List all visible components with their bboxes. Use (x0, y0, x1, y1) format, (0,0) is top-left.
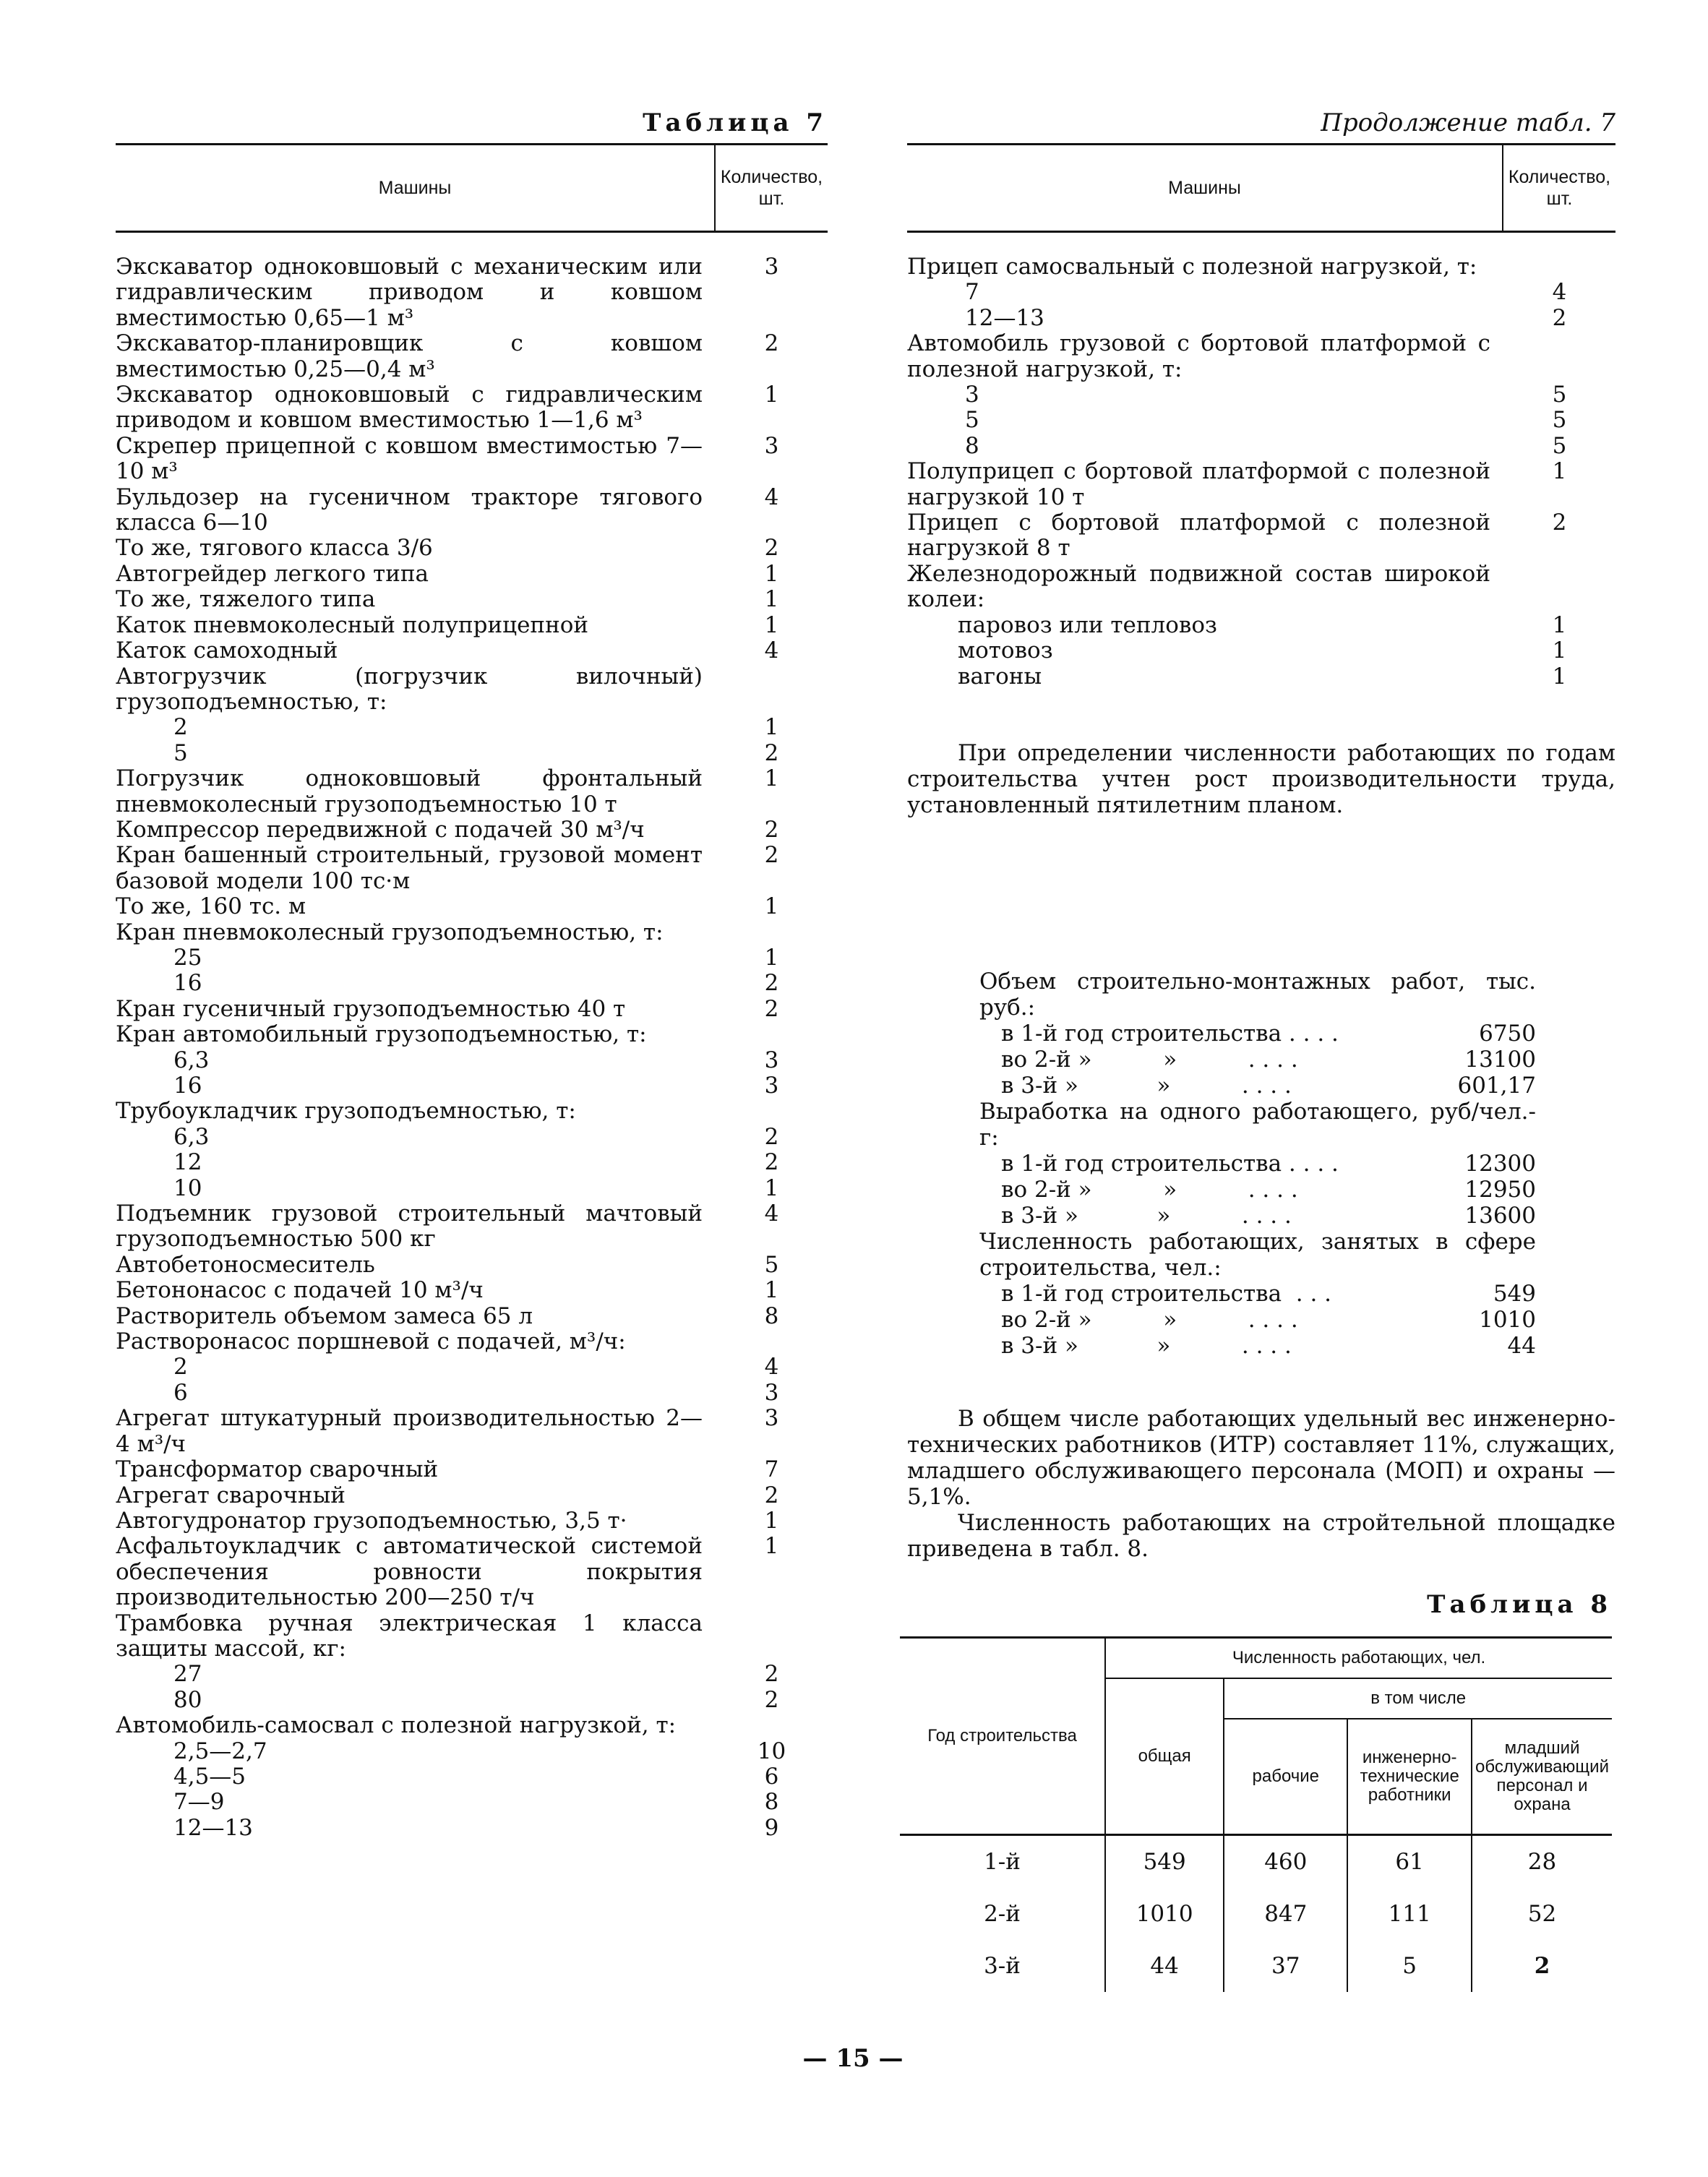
machine-qty: 2 (764, 816, 779, 843)
table8-cell-mop: 2 (1472, 1940, 1612, 1992)
table-row (116, 945, 828, 971)
table-row (116, 664, 828, 716)
stats-row (979, 1281, 1536, 1307)
machine-qty: 1 (764, 1507, 779, 1534)
table7-header (116, 145, 828, 233)
machine-name: Экскаватор одноковшовый с гидравлическим приводом и ковшом вместимостью 1—1,6 м³ (116, 382, 703, 434)
machine-qty (1503, 254, 1615, 280)
table8-col-workers: рабочие (1224, 1719, 1347, 1835)
table-row (116, 766, 828, 817)
stats-label: во 2-й » » . . . . (1001, 1047, 1298, 1073)
table-row (907, 280, 1615, 305)
table-row (116, 843, 828, 894)
machine-qty: 1 (764, 714, 779, 741)
table-row (116, 1022, 828, 1047)
machine-qty: 1 (764, 560, 779, 587)
machine-qty: 2 (764, 1686, 779, 1713)
machine-qty: 10 (757, 1738, 786, 1764)
machine-name: Каток пневмоколесный полуприцепной (116, 611, 589, 638)
machine-name: Экскаватор одноковшовый с механическим или гидравлическим приводом и ковшом вместимостью 0,65—1 м³ (116, 254, 703, 331)
table-row (116, 1611, 828, 1662)
machine-name: 12—13 (173, 1814, 253, 1841)
stats-label: в 1-й год строительства . . . . (1001, 1021, 1339, 1047)
machine-qty: 2 (764, 970, 779, 997)
machine-qty: 5 (1552, 407, 1567, 434)
machine-qty: 2 (764, 842, 779, 869)
stats-volume-list (979, 1021, 1536, 1099)
stats-value: 13600 (1464, 1203, 1536, 1229)
machine-qty: 4 (764, 637, 779, 664)
machine-qty: 3 (764, 1379, 779, 1406)
stats-label: во 2-й » » . . . . (1001, 1177, 1298, 1203)
stats-row (979, 1151, 1536, 1177)
machine-name: 25 (173, 944, 202, 971)
table7-caption: Таблица 7 (643, 108, 828, 137)
machine-name: вагоны (958, 663, 1042, 690)
table-row (900, 1888, 1612, 1940)
machine-qty: 7 (764, 1456, 779, 1483)
stats-value: 1010 (1479, 1307, 1536, 1333)
paragraphs-itr (907, 1406, 1615, 1562)
machine-qty: 1 (764, 586, 779, 613)
table-row (116, 638, 828, 664)
table-row (907, 664, 1615, 690)
machine-qty: 2 (764, 739, 779, 766)
table-row (907, 331, 1615, 382)
table7-body (116, 233, 828, 1841)
table-row (116, 1278, 828, 1303)
table-row (116, 1073, 828, 1099)
machine-name: 16 (173, 1073, 202, 1099)
table-row (116, 254, 828, 331)
machine-name: 3 (965, 382, 979, 408)
machine-qty: 2 (764, 1661, 779, 1688)
machine-qty: 2 (1552, 304, 1567, 331)
stats-label: в 3-й » » . . . . (1001, 1333, 1292, 1359)
table-row (116, 1790, 828, 1815)
table-row (116, 1483, 828, 1508)
stats-value: 6750 (1479, 1021, 1536, 1047)
table-row (907, 434, 1615, 459)
machine-qty: 1 (1552, 611, 1567, 638)
machine-qty: 3 (764, 254, 779, 280)
stats-row (979, 1307, 1536, 1333)
table-row (907, 459, 1615, 510)
machine-name: Погрузчик одноковшовый фронтальный пневмоколесный грузоподъемностью 10 т (116, 765, 703, 817)
machine-name: 4,5—5 (173, 1763, 246, 1790)
stats-volume-heading: Объем строительно-монтажных работ, тыс. руб.: (979, 969, 1536, 1021)
stats-value: 44 (1507, 1333, 1536, 1359)
stats-label: в 1-й год строительства . . . (1001, 1281, 1332, 1307)
machine-qty: 4 (764, 1354, 779, 1381)
machine-name: 8 (965, 432, 979, 459)
table8-col-mop: младший обслуживающий персонал и охрана (1472, 1719, 1612, 1835)
table-row (116, 1253, 828, 1278)
table-row (907, 510, 1615, 562)
table8-col-group: Численность работающих, чел. (1105, 1638, 1612, 1679)
stats-row (979, 1021, 1536, 1047)
machine-name: Растворонасос поршневой с подачей, м³/ч: (116, 1328, 626, 1355)
table8-cell-mop: 52 (1472, 1888, 1612, 1940)
machine-name: 7 (965, 279, 979, 306)
machine-name: Кран пневмоколесный грузоподъемностью, т: (116, 919, 664, 945)
machine-qty: 4 (764, 484, 779, 510)
machine-name: Компрессор передвижной с подачей 30 м³/ч (116, 816, 645, 843)
stats-value: 549 (1493, 1281, 1536, 1307)
machine-name: 2,5—2,7 (173, 1738, 267, 1764)
table-row (900, 1940, 1612, 1992)
table-row (116, 613, 828, 638)
stats-output-heading: Выработка на одного работающего, руб/чел.-г: (979, 1099, 1536, 1151)
table7-cont-body (907, 233, 1615, 690)
stats-label: в 3-й » » . . . . (1001, 1073, 1292, 1099)
table8-section (900, 1590, 1612, 1992)
paragraph-itr-share: В общем числе работающих удельный вес инженерно-технических работников (ИТР) составляет 11%, служащих, младшего обслуживающего персонала (МОП) и охраны — 5,1%. (907, 1406, 1615, 1510)
table-row (116, 1534, 828, 1610)
table-row (116, 997, 828, 1022)
machine-qty: 1 (1552, 458, 1567, 485)
table8-cell-total: 44 (1105, 1940, 1224, 1992)
table8-caption: Таблица 8 (1427, 1590, 1612, 1619)
table7 (116, 143, 828, 1841)
stats-label: в 1-й год строительства . . . . (1001, 1151, 1339, 1177)
table7-cont-header-qty: Количество, шт. (1502, 145, 1615, 231)
table-row (116, 434, 828, 485)
machine-qty: 4 (1552, 279, 1567, 306)
machine-qty: 8 (764, 1302, 779, 1329)
table-row (907, 613, 1615, 638)
machine-name: Автогрейдер легкого типа (116, 560, 429, 587)
machine-name: Автомобиль грузовой с бортовой платформой с полезной нагрузкой, т: (907, 330, 1490, 382)
table8-cell-itr: 111 (1347, 1888, 1472, 1940)
machine-qty (716, 1329, 828, 1354)
table-row (116, 1150, 828, 1175)
machine-qty: 1 (764, 611, 779, 638)
table8-cell-mop: 28 (1472, 1835, 1612, 1889)
table-row (116, 587, 828, 612)
table-row (116, 331, 828, 382)
machine-name: Скрепер прицепной с ковшом вместимостью 7—10 м³ (116, 432, 703, 485)
table8-cell-year: 3-й (984, 1953, 1021, 1979)
table7-header-name: Машины (378, 177, 452, 198)
table-row (116, 1099, 828, 1124)
machine-name: Трамбовка ручная электрическая 1 класса защиты массой, кг: (116, 1610, 703, 1662)
paragraph-table8-ref: Численность работающих на стройтельной площадке приведена в табл. 8. (907, 1510, 1615, 1562)
machine-qty: 3 (764, 1047, 779, 1073)
machine-name: Растворитель объемом замеса 65 л (116, 1302, 533, 1329)
machine-name: Агрегат сварочный (116, 1482, 346, 1508)
machine-name: 6 (173, 1379, 188, 1406)
machine-name: 10 (173, 1175, 202, 1201)
machine-qty: 1 (764, 382, 779, 408)
machine-name: паровоз или тепловоз (958, 611, 1217, 638)
machine-name: Бетононасос с подачей 10 м³/ч (116, 1277, 484, 1304)
machine-name: Кран башенный строительный, грузовой момент базовой модели 100 тс·м (116, 842, 703, 894)
machine-name: Железнодорожный подвижной состав широкой колеи: (907, 560, 1490, 613)
table-row (907, 306, 1615, 331)
machine-qty: 1 (1552, 637, 1567, 664)
table-row (116, 536, 828, 561)
table-row (116, 1201, 828, 1253)
machine-name: То же, тягового класса 3/6 (116, 535, 433, 562)
machine-qty: 2 (764, 330, 779, 357)
table8-cell-total: 549 (1105, 1835, 1224, 1889)
machine-name: Кран автомобильный грузоподъемностью, т: (116, 1021, 647, 1048)
table8-cell-year: 1-й (984, 1849, 1021, 1875)
table-row (116, 1354, 828, 1380)
machine-name: Автобетоносмеситель (116, 1251, 375, 1278)
machine-name: 27 (173, 1661, 202, 1688)
stats-row (979, 1177, 1536, 1203)
table-row (116, 741, 828, 766)
table-row (116, 1508, 828, 1534)
machine-qty: 2 (764, 995, 779, 1022)
machine-qty: 2 (764, 1482, 779, 1508)
stats-value: 12300 (1464, 1151, 1536, 1177)
machine-qty: 6 (764, 1763, 779, 1790)
table-row (116, 1688, 828, 1713)
stats-block (979, 969, 1536, 1359)
stats-row (979, 1333, 1536, 1359)
machine-qty: 5 (1552, 432, 1567, 459)
stats-label: во 2-й » » . . . . (1001, 1307, 1298, 1333)
table8-cell-itr: 5 (1347, 1940, 1472, 1992)
table-row (900, 1835, 1612, 1889)
machine-qty: 2 (1552, 510, 1567, 536)
table8-cell-workers: 37 (1224, 1940, 1347, 1992)
table-row (116, 1329, 828, 1354)
machine-qty: 2 (764, 535, 779, 562)
table-row (116, 1739, 828, 1764)
table8-cell-year: 2-й (984, 1901, 1021, 1927)
machine-name: Автогрузчик (погрузчик вилочный) грузоподъемностью, т: (116, 663, 703, 715)
machine-qty (716, 1099, 828, 1124)
machine-name: 5 (965, 407, 979, 434)
table-row (116, 485, 828, 536)
stats-output-list (979, 1151, 1536, 1229)
table-row (116, 1406, 828, 1457)
table8-cell-workers: 847 (1224, 1888, 1347, 1940)
table8-body (900, 1835, 1612, 1993)
table-row (907, 408, 1615, 433)
stats-value: 601,17 (1457, 1073, 1536, 1099)
table-row (116, 715, 828, 740)
machine-qty: 3 (764, 1405, 779, 1432)
table7-cont-header-name: Машины (1168, 177, 1241, 198)
machine-qty: 1 (764, 944, 779, 971)
table-row (116, 1713, 828, 1738)
machine-name: 6,3 (173, 1123, 210, 1150)
machine-qty: 5 (1552, 382, 1567, 408)
machine-name: 16 (173, 970, 202, 997)
machine-name: То же, тяжелого типа (116, 586, 376, 613)
table-row (116, 1457, 828, 1482)
machine-name: 12 (173, 1149, 202, 1176)
machine-qty: 3 (764, 432, 779, 459)
machine-name: Трубоукладчик грузоподъемностью, т: (116, 1098, 576, 1125)
stats-label: в 3-й » » . . . . (1001, 1203, 1292, 1229)
stats-workers-list (979, 1281, 1536, 1359)
machine-qty: 1 (764, 1533, 779, 1560)
machine-qty: 1 (764, 1175, 779, 1201)
machine-name: Прицеп с бортовой платформой с полезной нагрузкой 8 т (907, 510, 1490, 562)
table-row (116, 1816, 828, 1841)
machine-name: 5 (173, 739, 188, 766)
machine-name: Полуприцеп с бортовой платформой с полезной нагрузкой 10 т (907, 458, 1490, 510)
machine-name: 80 (173, 1686, 202, 1713)
stats-row (979, 1203, 1536, 1229)
machine-qty: 1 (1552, 663, 1567, 690)
table8-cell-workers: 460 (1224, 1835, 1347, 1889)
machine-qty: 3 (764, 1073, 779, 1099)
table7-header-qty: Количество, шт. (714, 145, 828, 231)
page-number: — 15 — (802, 2044, 904, 2073)
table8 (900, 1636, 1612, 1992)
table-row (116, 562, 828, 587)
machine-qty: 1 (764, 1277, 779, 1304)
table-row (116, 1764, 828, 1790)
machine-qty (716, 1611, 828, 1662)
machine-qty: 1 (764, 765, 779, 792)
paragraph-productivity: При определении численности работающих по годам строительства учтен рост производительности труда, установленный пятилетним планом. (907, 739, 1615, 818)
table-row (116, 1662, 828, 1687)
table-row (116, 894, 828, 919)
machine-qty (716, 1022, 828, 1047)
machine-name: Асфальтоукладчик с автоматической системой обеспечения ровности покрытия производительностью 200—250 т/ч (116, 1533, 703, 1611)
machine-name: 12—13 (965, 304, 1044, 331)
machine-name: Экскаватор-планировщик с ковшом вместимостью 0,25—0,4 м³ (116, 330, 703, 382)
machine-qty: 4 (764, 1201, 779, 1227)
table7-cont (907, 143, 1615, 690)
machine-name: Подъемник грузовой строительный мачтовый грузоподъемностью 500 кг (116, 1201, 703, 1253)
table-row (116, 817, 828, 843)
table-row (907, 638, 1615, 664)
table-row (116, 1381, 828, 1406)
machine-qty (1503, 562, 1615, 613)
machine-name: Прицеп самосвальный с полезной нагрузкой, т: (907, 254, 1477, 280)
table-row (116, 1125, 828, 1150)
machine-name: Бульдозер на гусеничном тракторе тягового класса 6—10 (116, 484, 703, 536)
machine-qty: 9 (764, 1814, 779, 1841)
table-row (907, 562, 1615, 613)
table8-col-total: общая (1105, 1678, 1224, 1835)
table-row (116, 920, 828, 945)
machine-name: То же, 160 тс. м (116, 893, 306, 920)
machine-name: Кран гусеничный грузоподъемностью 40 т (116, 995, 626, 1022)
table7-cont-caption: Продолжение табл. 7 (1321, 108, 1615, 137)
table-row (907, 254, 1615, 280)
table-row (116, 1048, 828, 1073)
machine-qty: 2 (764, 1149, 779, 1176)
table8-col-incl: в том числе (1224, 1678, 1612, 1719)
machine-qty: 5 (764, 1251, 779, 1278)
machine-qty (1503, 331, 1615, 382)
table7-cont-header (907, 145, 1615, 233)
table8-cell-itr: 61 (1347, 1835, 1472, 1889)
machine-name: Каток самоходный (116, 637, 338, 664)
table8-col-itr: инженерно-технические работники (1347, 1719, 1472, 1835)
machine-name: Трансформатор сварочный (116, 1456, 439, 1483)
table-row (116, 1304, 828, 1329)
machine-qty: 1 (764, 893, 779, 920)
machine-qty: 2 (764, 1123, 779, 1150)
machine-qty (716, 664, 828, 716)
machine-name: 6,3 (173, 1047, 210, 1073)
table-row (116, 382, 828, 434)
machine-qty (716, 920, 828, 945)
stats-workers-heading: Численность работающих, занятых в сфере строительства, чел.: (979, 1229, 1536, 1281)
machine-qty: 8 (764, 1789, 779, 1816)
table8-col-year: Год строительства (927, 1726, 1077, 1746)
table8-cell-total: 1010 (1105, 1888, 1224, 1940)
table7-section (116, 108, 828, 1841)
machine-name: мотовоз (958, 637, 1053, 664)
table-row (116, 971, 828, 996)
table7-cont-section (907, 108, 1615, 818)
machine-name: 2 (173, 1354, 188, 1381)
stats-row (979, 1047, 1536, 1073)
stats-value: 12950 (1464, 1177, 1536, 1203)
stats-row (979, 1073, 1536, 1099)
machine-name: Автогудронатор грузоподъемностью, 3,5 т· (116, 1507, 627, 1534)
stats-value: 13100 (1464, 1047, 1536, 1073)
table-row (907, 382, 1615, 408)
machine-name: Автомобиль-самосвал с полезной нагрузкой, т: (116, 1712, 677, 1739)
machine-name: 7—9 (173, 1789, 225, 1816)
machine-name: 2 (173, 714, 188, 741)
table-row (116, 1176, 828, 1201)
machine-name: Агрегат штукатурный производительностью 2—4 м³/ч (116, 1405, 703, 1457)
machine-qty (716, 1713, 828, 1738)
